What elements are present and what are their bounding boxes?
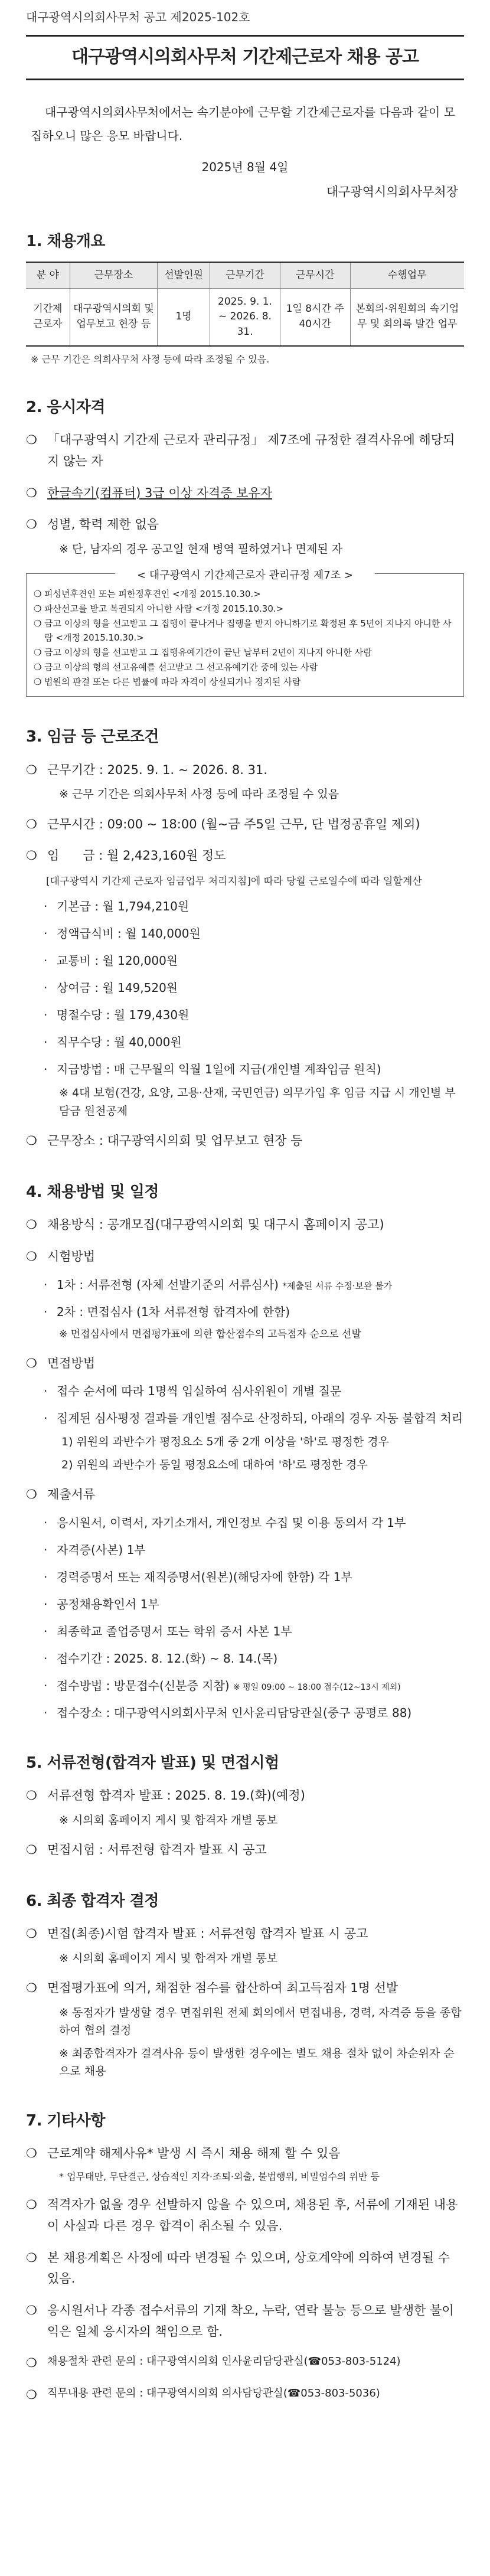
table-cell: 본회의·위원회의 속기업무 및 회의록 발간 업무 — [350, 288, 464, 346]
tie-note: ※ 동점자가 발생할 경우 면접위원 전체 회의에서 면접내용, 경력, 자격증 등을 종합하여 협의 결정 — [59, 2006, 462, 2038]
table-cell: 기간제 근로자 — [26, 288, 70, 346]
table-header: 근무시간 — [280, 262, 350, 288]
list-item: · 집계된 심사평정 결과를 개인별 점수로 산정하되, 아래의 경우 자동 불합격 처리 — [26, 1408, 464, 1428]
list-item: ❍ 채용방식 : 공개모집(대구광역시의회 및 대구시 홈페이지 공고) — [26, 1214, 464, 1236]
table-cell: 2025. 9. 1. ~ 2026. 8. 31. — [210, 288, 280, 346]
circle-bullet-icon: ❍ — [26, 1217, 37, 1232]
table-header: 선발인원 — [158, 262, 210, 288]
notice-date: 2025년 8월 4일 — [201, 159, 289, 174]
announcement-note: ※ 시의회 홈페이지 게시 및 합격자 개별 통보 — [59, 1813, 278, 1827]
circle-bullet-icon: ❍ — [26, 1487, 37, 1502]
section-2-heading: 2. 응시자격 — [26, 398, 105, 416]
circle-bullet-icon: ❍ — [34, 618, 42, 629]
circle-bullet-icon: ❍ — [34, 661, 42, 672]
circle-bullet-icon: ❍ — [34, 603, 42, 614]
recruitment-table — [26, 262, 464, 347]
contact-item: ❍ 직무내용 관련 문의 : 대구광역시의회 의사담당관실(☎053-803-5036) — [26, 2385, 464, 2406]
dot-bullet-icon: · — [44, 981, 48, 995]
list-item: ❍ 근무기간 : 2025. 9. 1. ~ 2026. 8. 31. — [26, 760, 464, 781]
dot-bullet-icon: · — [44, 1304, 48, 1319]
dot-bullet-icon: · — [44, 1384, 48, 1399]
circle-bullet-icon: ❍ — [26, 1249, 37, 1263]
circle-bullet-icon: ❍ — [26, 2146, 37, 2160]
section-3-heading: 3. 임금 등 근로조건 — [26, 728, 159, 746]
list-item: ❍ 면접평가표에 의거, 채점한 점수를 합산하여 최고득점자 1명 선발 — [26, 1978, 464, 1999]
dot-bullet-icon: · — [44, 1678, 48, 1693]
list-item: · 지급방법 : 매 근무월의 익월 1일에 지급(개인별 계좌입금 원칙) — [26, 1059, 464, 1079]
dot-bullet-icon: · — [44, 1062, 48, 1077]
period-note: ※ 근무 기간은 의회사무처 사정 등에 따라 조정될 수 있음. — [31, 354, 270, 365]
list-item: · 접수방법 : 방문접수(신분증 지참) ※ 평일 09:00 ~ 18:00 접수(12~13시 제외) — [26, 1676, 464, 1696]
circle-bullet-icon: ❍ — [34, 589, 42, 600]
contact-item: ❍ 채용절차 관련 문의 : 대구광역시의회 인사윤리담당관실(☎053-803-5124) — [26, 2353, 464, 2374]
regulation-box — [26, 569, 464, 697]
list-item: · 상여금 : 월 149,520원 — [26, 978, 464, 998]
list-item: ❍ 피성년후견인 또는 피한정후견인 <개정 2015.10.30.> — [34, 587, 456, 602]
notice-number: 대구광역시의회사무처 공고 제2025-102호 — [26, 10, 250, 24]
circle-bullet-icon: ❍ — [26, 762, 37, 777]
list-item: ❍ 제출서류 — [26, 1484, 464, 1506]
circle-bullet-icon: ❍ — [26, 2250, 37, 2265]
circle-bullet-icon: ❍ — [26, 2356, 37, 2371]
list-item: ❍ 면접시험 : 서류전형 합격자 발표 시 공고 — [26, 1840, 464, 1861]
list-item: ❍ 면접(최종)시험 합격자 발표 : 서류전형 합격자 발표 시 공고 — [26, 1924, 464, 1945]
list-item: ❍ 「대구광역시 기간제 근로자 관리규정」 제7조에 규정한 결격사유에 해당되지 않는 자 — [26, 430, 464, 472]
table-cell: 1일 8시간 주 40시간 — [280, 288, 350, 346]
table-header: 근무장소 — [70, 262, 157, 288]
list-item: ❍ 적격자가 없을 경우 선발하지 않을 수 있으며, 채용된 후, 서류에 기재된 내용이 사실과 다른 경우 합격이 취소될 수 있음. — [26, 2195, 464, 2237]
table-header-row — [26, 262, 464, 288]
list-item: · 접수 순서에 따라 1명씩 입실하여 심사위원이 개별 질문 — [26, 1381, 464, 1401]
table-row — [26, 288, 464, 346]
wage-basis: [대구광역시 기간제 근로자 임금업무 처리지침]에 따라 당월 근로일수에 따라 일할계산 — [46, 876, 422, 888]
list-item: ❍ 근로계약 해제사유* 발생 시 즉시 채용 해제 할 수 있음 — [26, 2143, 464, 2164]
announcement-note: ※ 시의회 홈페이지 게시 및 합격자 개별 통보 — [59, 1951, 278, 1965]
list-item: ❍ 금고 이상의 형을 선고받고 그 집행유예기간이 끝난 날부터 2년이 지나지 아니한 사람 — [34, 645, 456, 660]
list-item: ❍ 본 채용계획은 사정에 따라 변경될 수 있으며, 상호계약에 의하여 변경될 수 있음. — [26, 2248, 464, 2290]
list-item: · 공정채용확인서 1부 — [26, 1594, 464, 1614]
regulation-box-title: < 대구광역시 기간제근로자 관리규정 제7조 > — [115, 567, 375, 585]
list-item: · 접수기간 : 2025. 8. 12.(화) ~ 8. 14.(목) — [26, 1648, 464, 1669]
dot-bullet-icon: · — [44, 1277, 48, 1292]
circle-bullet-icon: ❍ — [34, 647, 42, 658]
list-item: · 접수장소 : 대구광역시의회사무처 인사윤리담당관실(중구 공평로 88) — [26, 1703, 464, 1723]
exam-note: ※ 면접심사에서 면접평가표에 의한 합산점수의 고득점자 순으로 선발 — [59, 1328, 361, 1340]
dot-bullet-icon: · — [44, 1411, 48, 1426]
circle-bullet-icon: ❍ — [26, 517, 37, 532]
circle-bullet-icon: ❍ — [26, 1981, 37, 1996]
list-item: · 직무수당 : 월 40,000원 — [26, 1032, 464, 1052]
section-6-heading: 6. 최종 합격자 결정 — [26, 1892, 159, 1910]
dot-bullet-icon: · — [44, 1705, 48, 1720]
list-item: ❍ 법원의 판결 또는 다른 법률에 따라 자격이 상실되거나 정지된 사람 — [34, 675, 456, 690]
list-item: ❍ 시험방법 — [26, 1246, 464, 1268]
circle-bullet-icon: ❍ — [26, 433, 37, 448]
page-title: 대구광역시의회사무처 기간제근로자 채용 공고 — [26, 35, 464, 80]
dot-bullet-icon: · — [44, 1569, 48, 1584]
list-item: · 2차 : 면접심사 (1차 서류전형 합격자에 한함) — [26, 1302, 464, 1322]
dot-bullet-icon: · — [44, 1035, 48, 1050]
list-item: · 정액급식비 : 월 140,000원 — [26, 923, 464, 943]
list-item: ❍ 파산선고를 받고 복권되지 아니한 사람 <개정 2015.10.30.> — [34, 602, 456, 616]
section-7-heading: 7. 기타사항 — [26, 2111, 105, 2130]
insurance-note: ※ 4대 보험(건강, 요양, 고용·산재, 국민연금) 의무가입 후 임금 지급 시 개인별 부담금 원천공제 — [59, 1086, 456, 1118]
list-item: · 최종학교 졸업증명서 또는 학위 증서 사본 1부 — [26, 1621, 464, 1641]
dot-bullet-icon: · — [44, 1515, 48, 1530]
circle-bullet-icon: ❍ — [26, 485, 37, 500]
dot-bullet-icon: · — [44, 1624, 48, 1638]
circle-bullet-icon: ❍ — [26, 1356, 37, 1370]
list-item: ❍ 근무장소 : 대구광역시의회 및 업무보고 현장 등 — [26, 1131, 464, 1152]
dot-bullet-icon: · — [44, 954, 48, 968]
circle-bullet-icon: ❍ — [26, 817, 37, 831]
list-item: · 1차 : 서류전형 (자체 선발기준의 서류심사) *제출된 서류 수정·보완 불가 — [26, 1275, 464, 1295]
circle-bullet-icon: ❍ — [26, 1927, 37, 1941]
dot-bullet-icon: · — [44, 1542, 48, 1557]
section-5-heading: 5. 서류전형(합격자 발표) 및 면접시험 — [26, 1754, 279, 1772]
section-1-heading: 1. 채용개요 — [26, 233, 105, 251]
disqualify-rule-2: 2) 위원의 과반수가 동일 평정요소에 대하여 '하'로 평정한 경우 — [61, 1458, 368, 1471]
circle-bullet-icon: ❍ — [26, 2303, 37, 2317]
disqualify-note: ※ 최종합격자가 결격사유 등이 발생한 경우에는 별도 채용 절차 없이 차순위자 순으로 채용 — [59, 2046, 455, 2078]
dot-bullet-icon: · — [44, 926, 48, 941]
list-item: ❍ 성별, 학력 제한 없음 — [26, 514, 464, 536]
period-note: ※ 근무 기간은 의회사무처 사정 등에 따라 조정될 수 있음 — [59, 788, 339, 801]
disqualify-rule-1: 1) 위원의 과반수가 평정요소 5개 중 2개 이상을 '하'로 평정한 경우 — [61, 1435, 390, 1449]
list-item: ❍ 면접방법 — [26, 1353, 464, 1374]
list-item: · 응시원서, 이력서, 자기소개서, 개인정보 수집 및 이용 동의서 각 1부 — [26, 1513, 464, 1533]
circle-bullet-icon: ❍ — [26, 1788, 37, 1803]
list-item: ❍ 한글속기(컴퓨터) 3급 이상 자격증 보유자 — [26, 483, 464, 504]
list-item: · 교통비 : 월 120,000원 — [26, 951, 464, 971]
table-cell: 1명 — [158, 288, 210, 346]
military-note: ※ 단, 남자의 경우 공고일 현재 병역 필하였거나 면제된 자 — [59, 543, 343, 556]
list-item: · 기본급 : 월 1,794,210원 — [26, 896, 464, 916]
termination-reasons: * 업무태만, 무단결근, 상습적인 지각·조퇴·외출, 불법행위, 비밀엄수의 위반 등 — [59, 2170, 380, 2182]
section-4-heading: 4. 채용방법 및 일정 — [26, 1183, 159, 1201]
table-header: 분 야 — [26, 262, 70, 288]
list-item: ❍ 응시원서나 각종 접수서류의 기재 착오, 누락, 연락 불능 등으로 발생한 불이익은 일체 응시자의 책임으로 함. — [26, 2300, 464, 2342]
list-item: ❍ 금고 이상의 형의 선고유예를 선고받고 그 선고유예기간 중에 있는 사람 — [34, 660, 456, 675]
circle-bullet-icon: ❍ — [26, 2388, 37, 2402]
issuer: 대구광역시의회사무처장 — [326, 184, 458, 199]
table-cell: 대구광역시의회 및 업무보고 현장 등 — [70, 288, 157, 346]
list-item: · 경력증명서 또는 재직증명서(원본)(해당자에 한함) 각 1부 — [26, 1567, 464, 1587]
list-item: ❍ 근무시간 : 09:00 ~ 18:00 (월~금 주5일 근무, 단 법정공휴일 제외) — [26, 814, 464, 835]
list-item: · 명절수당 : 월 179,430원 — [26, 1005, 464, 1025]
dot-bullet-icon: · — [44, 1651, 48, 1666]
circle-bullet-icon: ❍ — [26, 1843, 37, 1857]
list-item: ❍ 금고 이상의 형을 선고받고 그 집행이 끝나거나 집행을 받지 아니하기로 확정된 후 5년이 지나지 아니한 사람 <개정 2015.10.30.> — [34, 616, 456, 646]
table-header: 수행업무 — [350, 262, 464, 288]
circle-bullet-icon: ❍ — [26, 1134, 37, 1148]
circle-bullet-icon: ❍ — [26, 2198, 37, 2212]
list-item: · 자격증(사본) 1부 — [26, 1540, 464, 1560]
dot-bullet-icon: · — [44, 1596, 48, 1611]
list-item: ❍ 서류전형 합격자 발표 : 2025. 8. 19.(화)(예정) — [26, 1785, 464, 1807]
circle-bullet-icon: ❍ — [26, 848, 37, 863]
list-item: ❍ 임 금 : 월 2,423,160원 정도 — [26, 845, 464, 867]
circle-bullet-icon: ❍ — [34, 676, 42, 687]
intro-paragraph: 대구광역시의회사무처에서는 속기분야에 근무할 기간제근로자를 다음과 같이 모집하오니 많은 응모 바랍니다. — [31, 105, 456, 143]
dot-bullet-icon: · — [44, 1008, 48, 1023]
table-header: 근무기간 — [210, 262, 280, 288]
dot-bullet-icon: · — [44, 899, 48, 914]
